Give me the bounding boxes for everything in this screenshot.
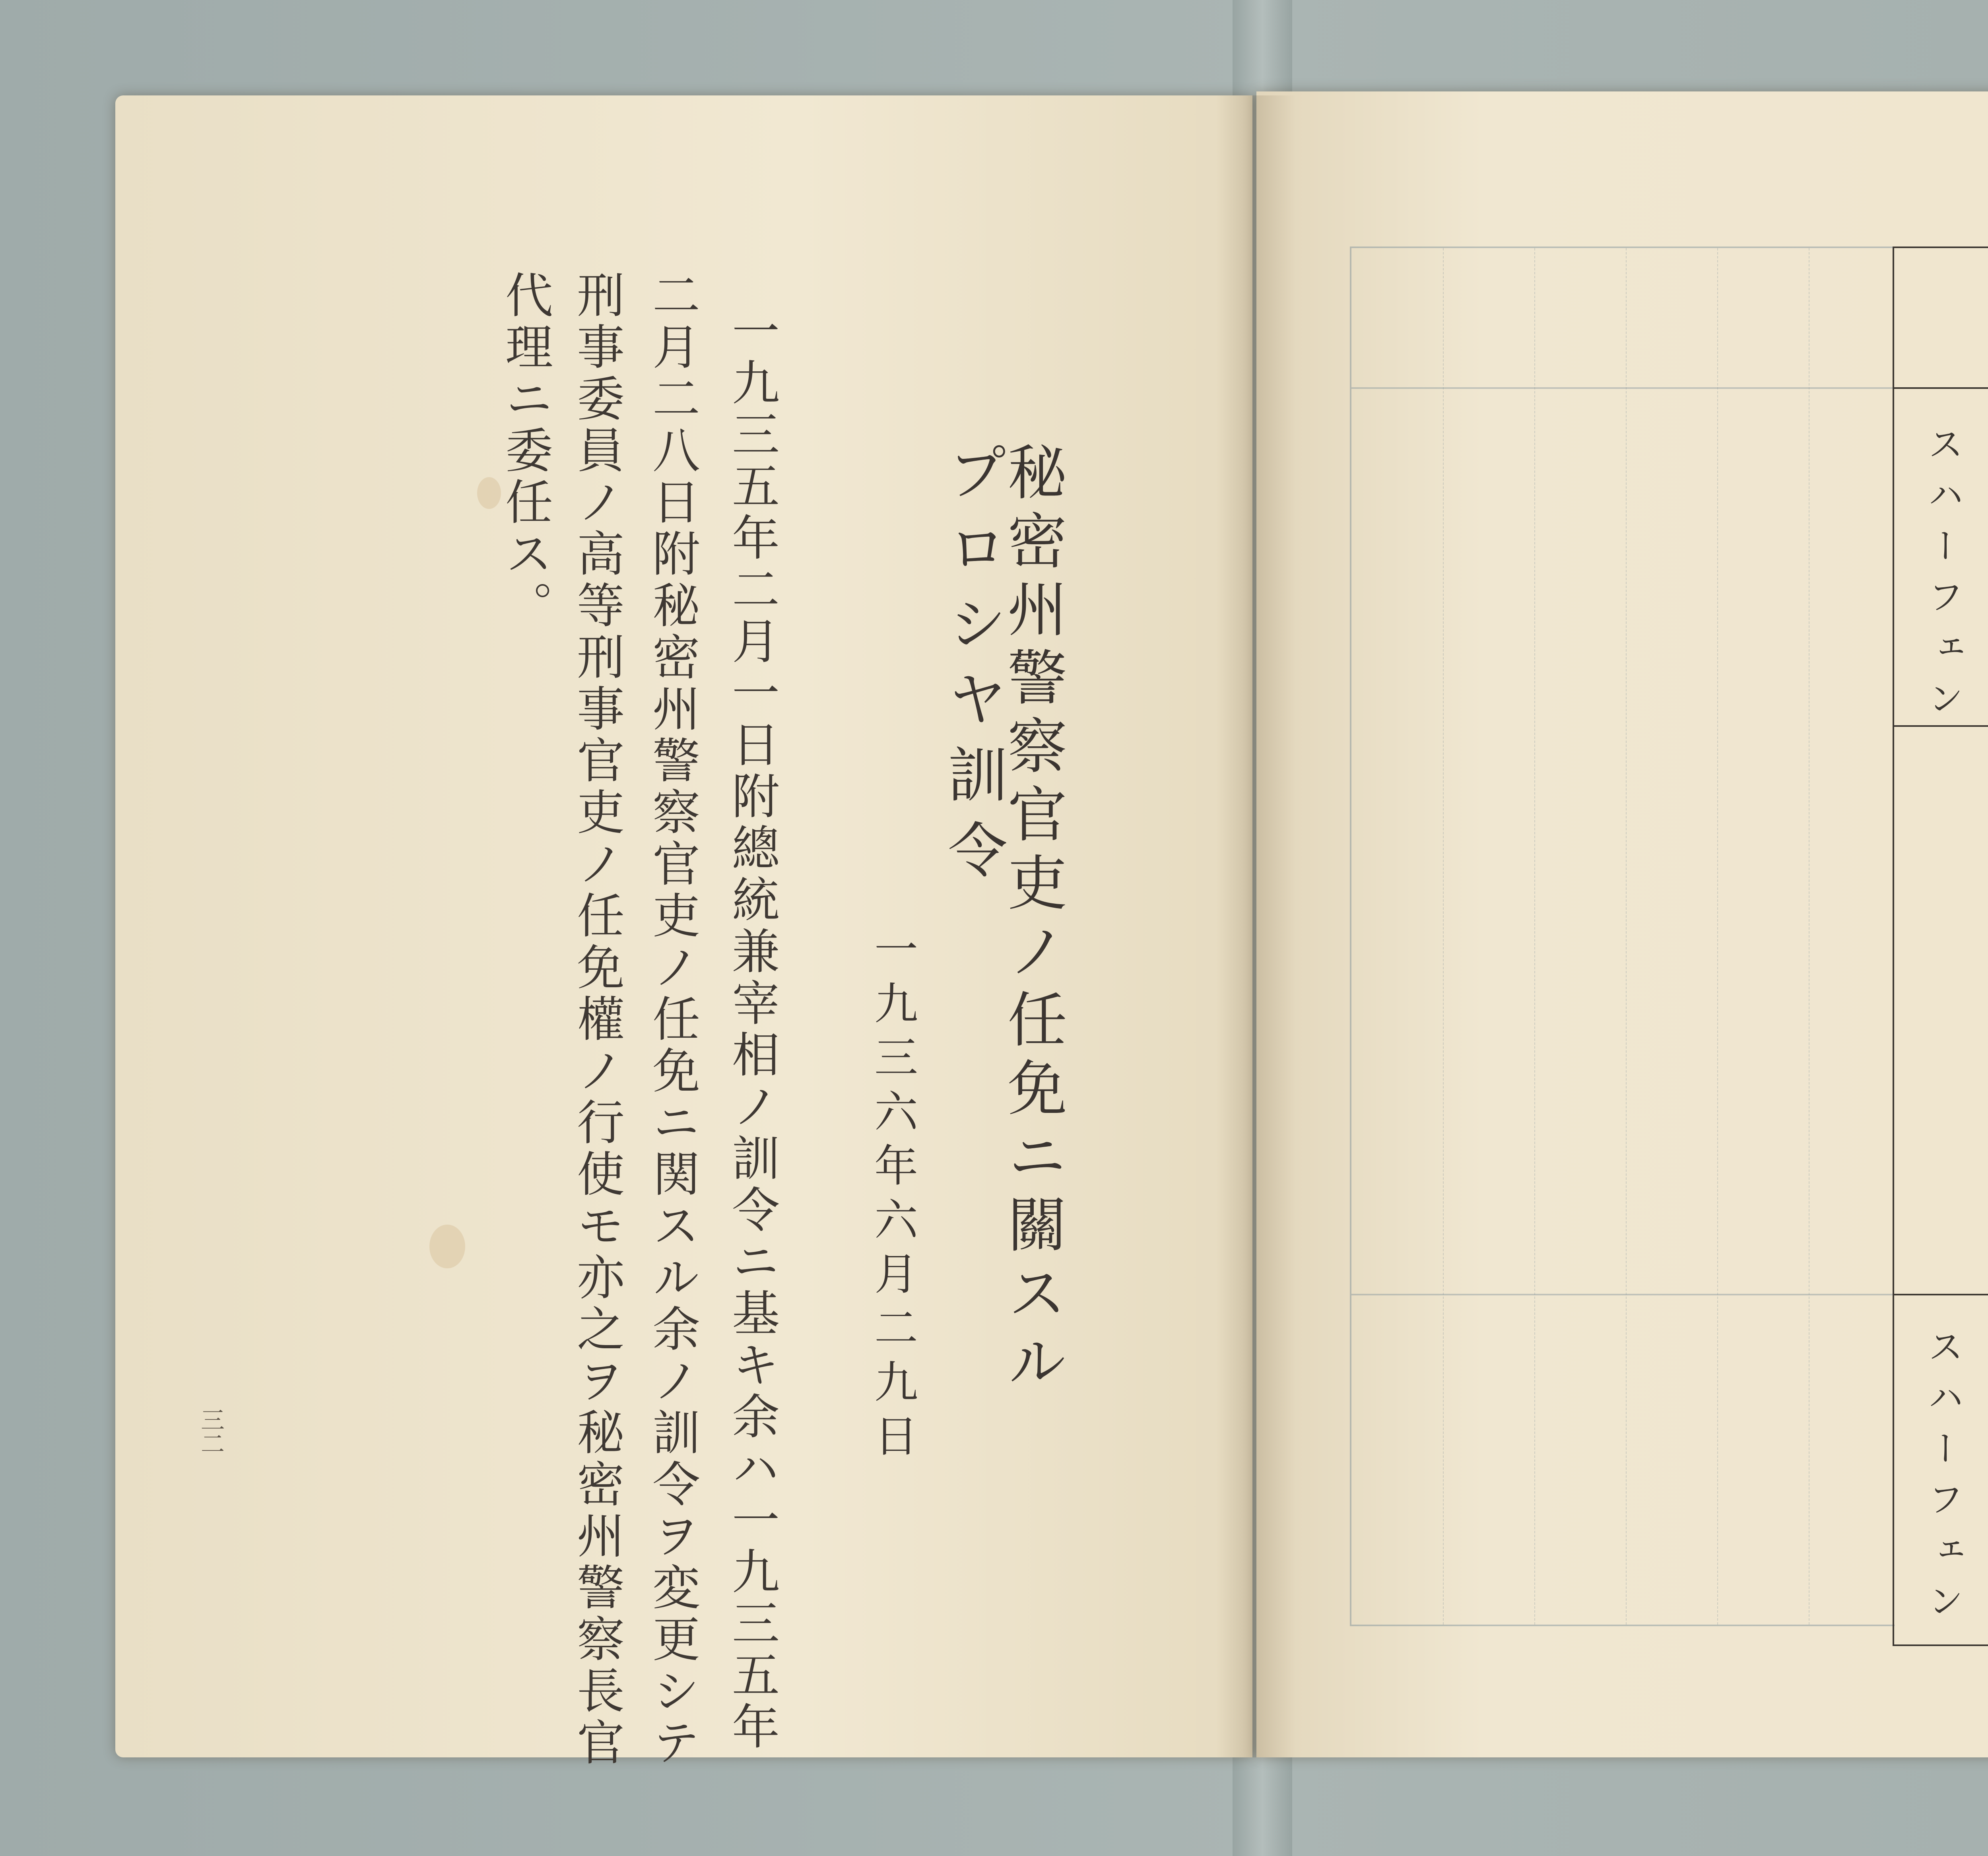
body-line-4: 代理ニ委任ス。: [497, 270, 553, 632]
paper-stain: [429, 1225, 465, 1268]
body-line-1: 一九三五年二月一日附總統兼宰相ノ訓令ニ基キ余ハ一九三五年: [724, 306, 779, 1753]
body-line-3: 刑事委員ノ高等刑事官吏ノ任免權ノ行使モ亦之ヲ秘密州警察長官: [569, 270, 624, 1769]
document-subtitle: プロシヤ訓令: [938, 441, 1007, 895]
body-line-2: 二月二八日附秘密州警察官吏ノ任免ニ関スル余ノ訓令ヲ変更シテ: [645, 270, 700, 1769]
bleed-through-table: [1350, 247, 1895, 1626]
page-number-left: 三二: [197, 1408, 225, 1455]
gutter-shadow: [1217, 95, 1296, 1757]
document-title: 秘密州警察官吏ノ任免ニ關スル: [997, 441, 1066, 1399]
table-cell: スハーフェン: [1922, 1328, 1963, 1633]
document-date: 一九三六年六月二九日: [867, 926, 918, 1467]
table-cell: スハーフェン: [1922, 425, 1963, 731]
